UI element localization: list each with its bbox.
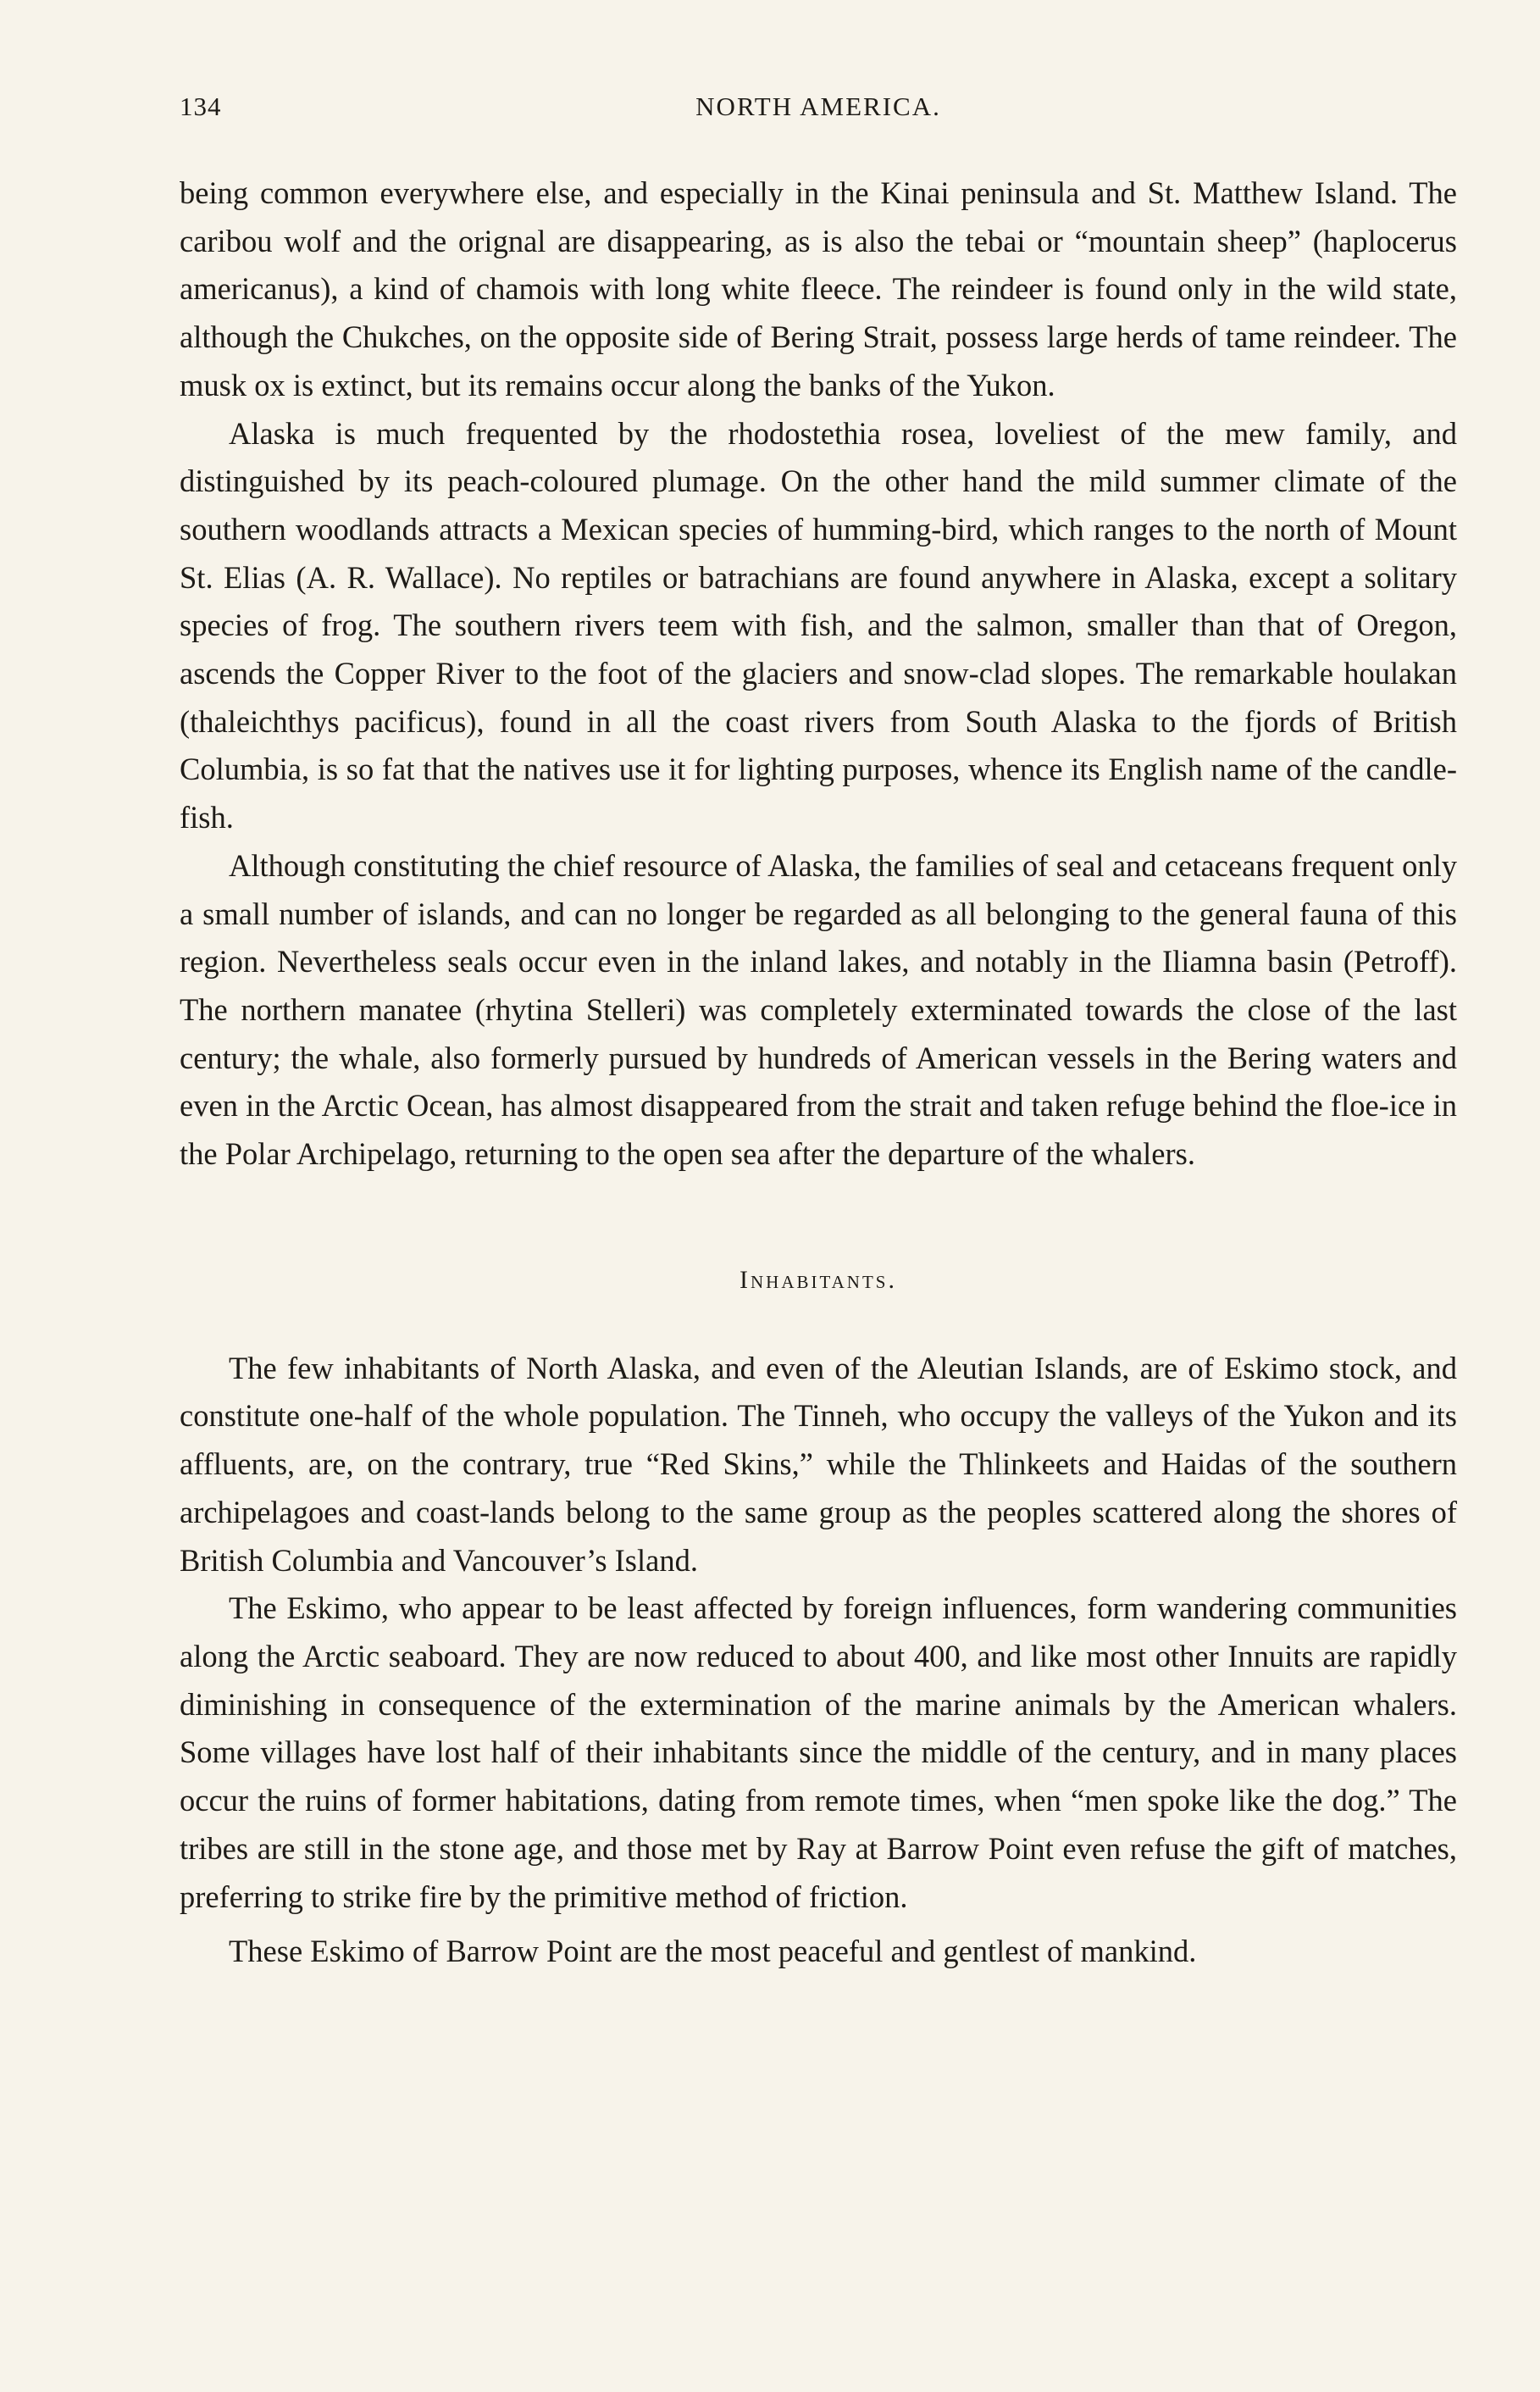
page-header [180, 92, 1457, 132]
page-number: 134 [180, 92, 222, 121]
paragraph-fauna-marine: Although constituting the chief resource of Alaska, the families of seal and cetaceans frequent only a small number of islands, and can no longer be regarded as all belonging to the general fauna of this region. Nevertheless seals occur even in the inland lakes, and notably in the Iliamna basin (Petroff). The northern manatee (rhytina Stelleri) was completely exterminated towards the close of the last century; the whale, also formerly pursued by hundreds of American vessels in the Bering waters and even in the Arctic Ocean, has almost disappeared from the strait and taken refuge behind the floe-ice in the Polar Archipelago, returning to the open sea after the departure of the whalers. [180, 847, 1457, 1172]
paragraph-fauna-birds-fish: Alaska is much frequented by the rhodostethia rosea, loveliest of the mew family, and distinguished by its peach-coloured plumage. On the other hand the mild summer climate of the southern woodlands attracts a Mexican species of humming-bird, which ranges to the north of Mount St. Elias (A. R. Wallace). No reptiles or batrachians are found anywhere in Alaska, except a solitary species of frog. The southern rivers teem with fish, and the salmon, smaller than that of Oregon, ascends the Copper River to the foot of the glaciers and snow-clad slopes. The remarkable houlakan (thaleichthys pacificus), found in all the coast rivers from South Alaska to the fjords of British Columbia, is so fat that the natives use it for lighting purposes, whence its English name of the candle-fish. [180, 415, 1457, 835]
body-text [180, 169, 1457, 1976]
section-heading-inhabitants: Inhabitants. [740, 1265, 897, 1294]
running-title: NORTH AMERICA. [695, 92, 941, 121]
paragraph-inhabitants: The few inhabitants of North Alaska, and even of the Aleutian Islands, are of Eskimo stock, and constitute one-half of the whole population. The Tinneh, who occupy the valleys of the Yukon and its affluents, are, on the contrary, true “Red Skins,” while the Thlinkeets and Haidas of the southern archipelagoes and coast-lands belong to the same group as the peoples scattered along the shores of British Columbia and Vancouver’s Island. [180, 1350, 1457, 1578]
paragraph-fauna-mammals: being common everywhere else, and especially in the Kinai peninsula and St. Matthew Island. The caribou wolf and the orignal are disappearing, as is also the tebai or “mountain sheep” (haplocerus americanus), a kind of chamois with long white fleece. The reindeer is found only in the wild state, although the Chukches, on the opposite side of Bering Strait, possess large herds of tame reindeer. The musk ox is extinct, but its remains occur along the banks of the Yukon. [180, 175, 1457, 402]
paragraph-barrow-point: These Eskimo of Barrow Point are the most peaceful and gentlest of mankind. [229, 1934, 1197, 1969]
paragraph-eskimo: The Eskimo, who appear to be least affected by foreign influences, form wandering communities along the Arctic seaboard. They are now reduced to about 400, and like most other Innuits are rapidly diminishing in consequence of the extermination of the marine animals by the American whalers. Some villages have lost half of their inhabitants since the middle of the century, and in many places occur the ruins of former habitations, dating from remote times, when “men spoke like the dog.” The tribes are still in the stone age, and those met by Ray at Barrow Point even refuse the gift of matches, preferring to strike fire by the primitive method of friction. [180, 1590, 1457, 1914]
